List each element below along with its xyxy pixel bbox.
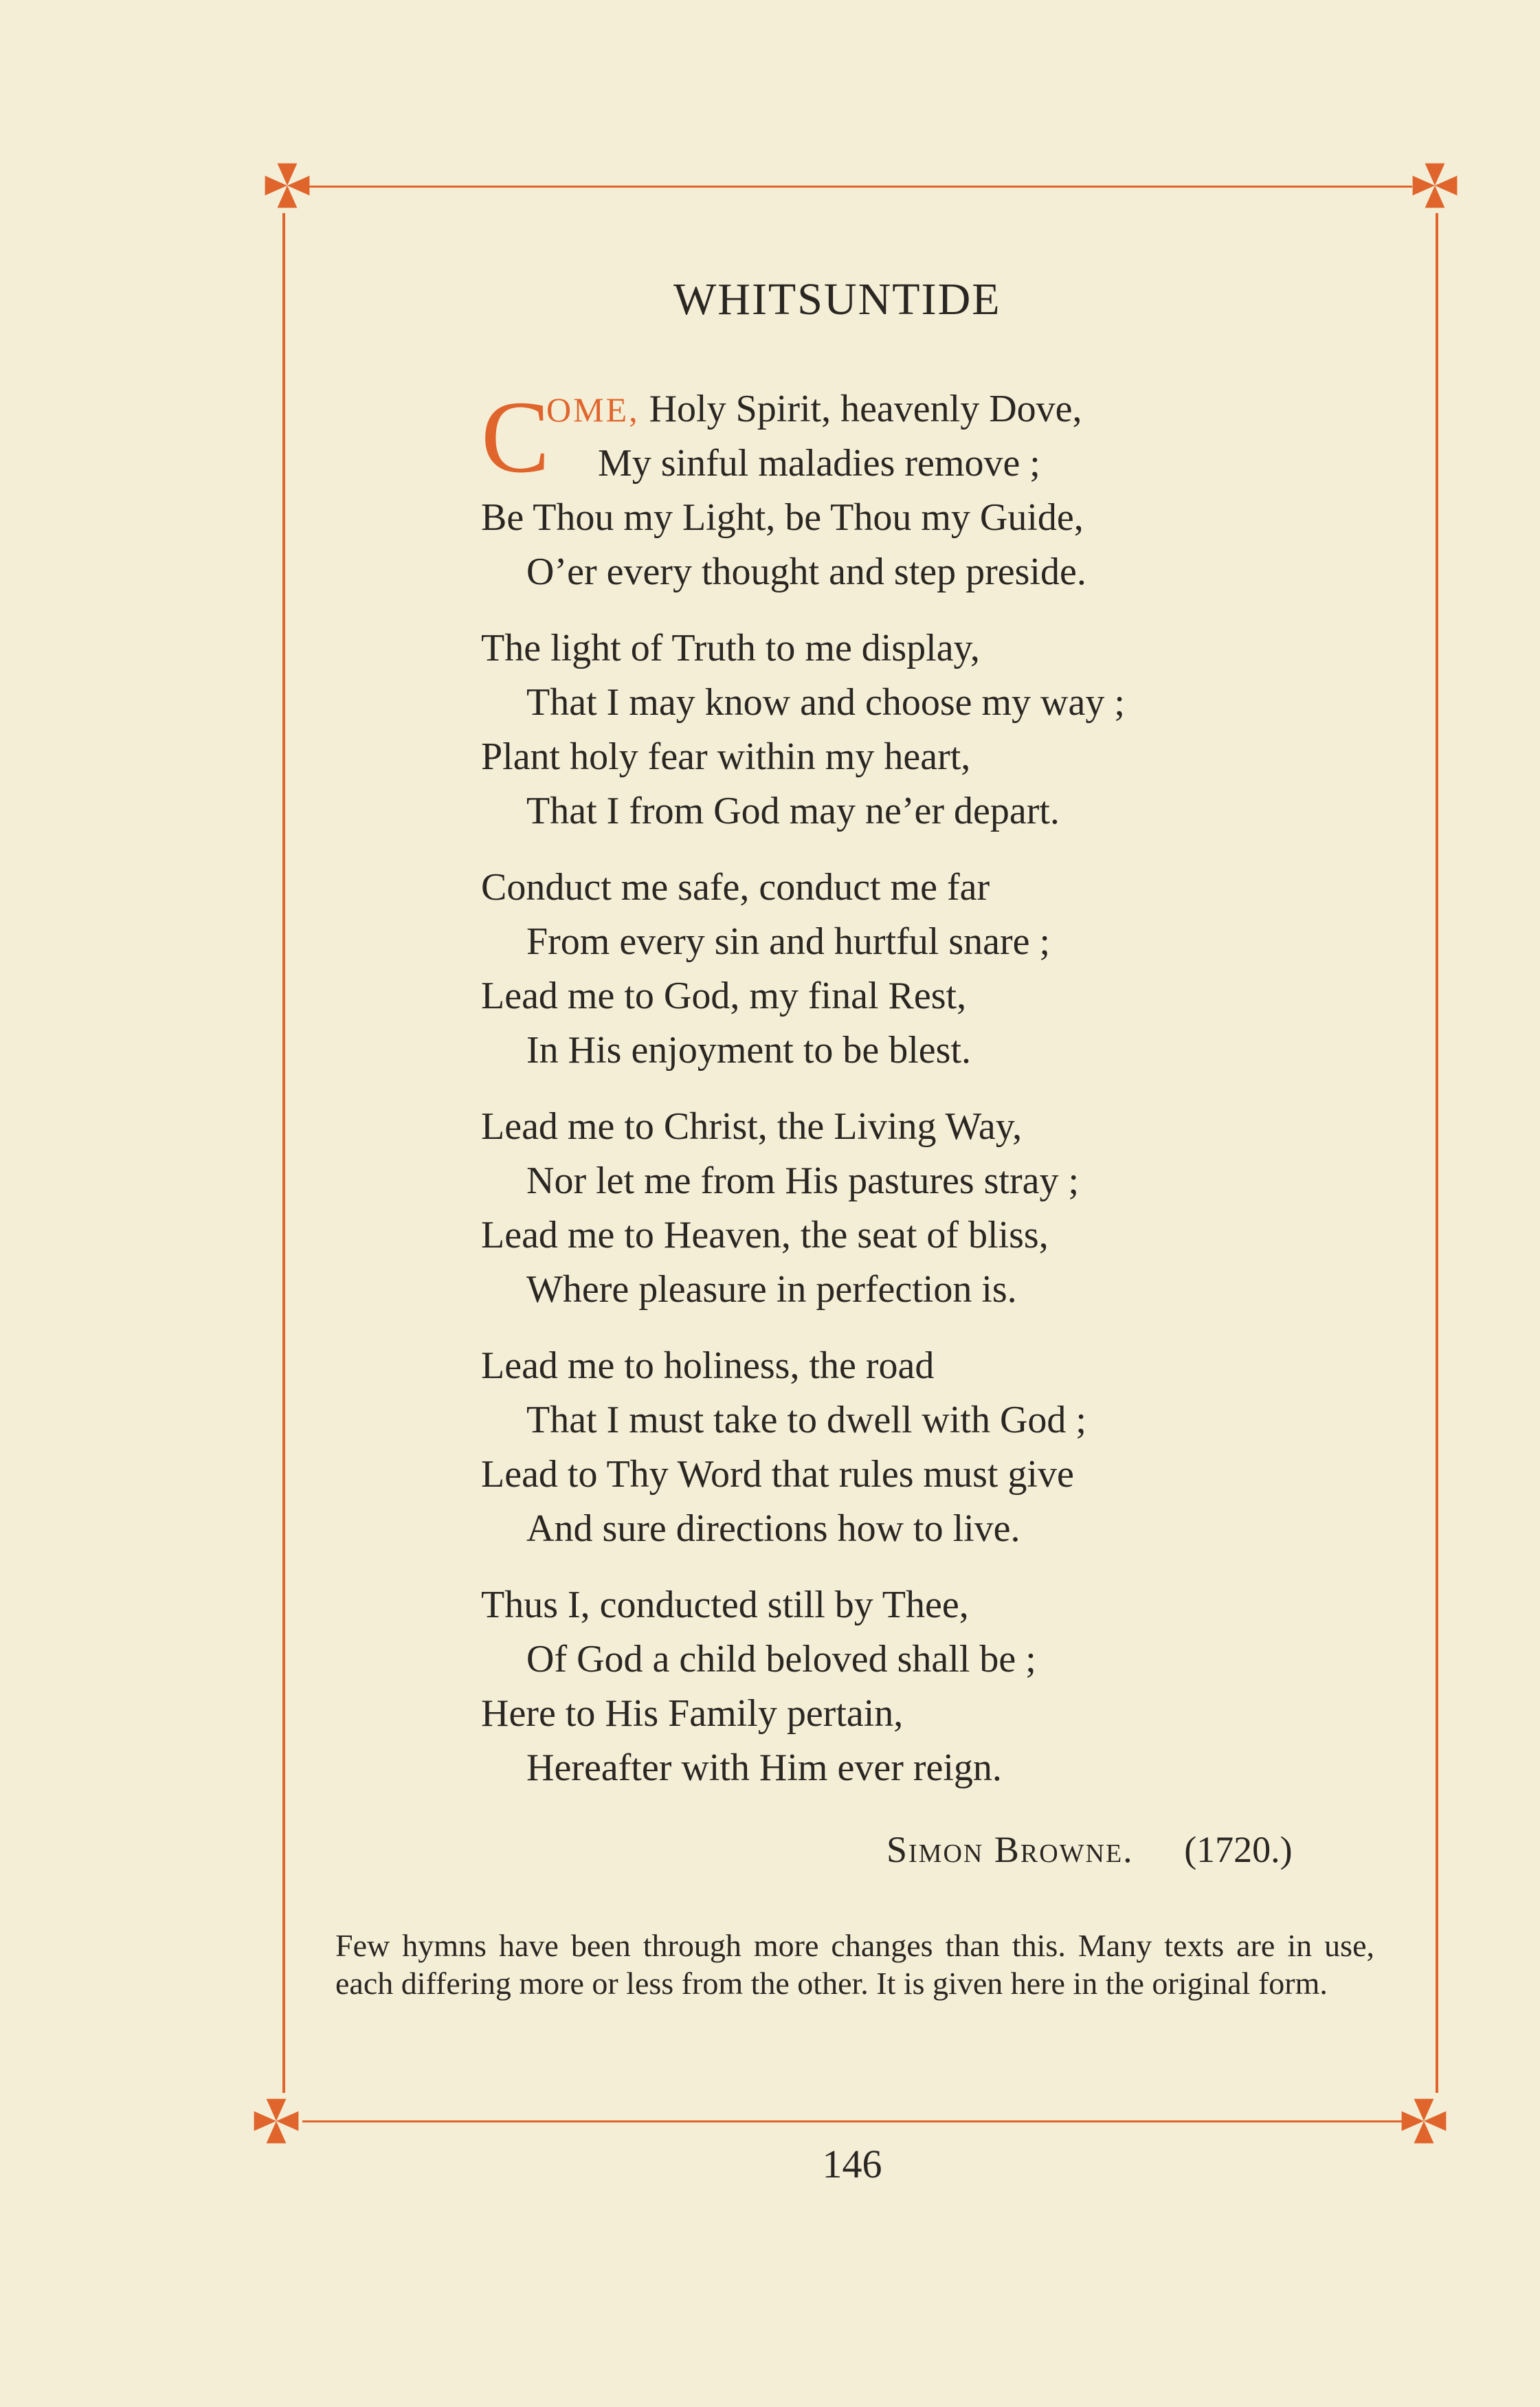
hymn-line: That I from God may ne’er depart. (526, 790, 1060, 832)
hymn-line: Be Thou my Light, be Thou my Guide, (481, 496, 1084, 539)
hymn-line: Conduct me safe, conduct me far (481, 866, 990, 909)
stanza-4 (481, 1100, 1374, 1317)
hymn-line: O’er every thought and step preside. (526, 551, 1086, 593)
hymn-line: Plant holy fear within my heart, (481, 735, 971, 778)
page-number: 146 (822, 2142, 882, 2186)
hymn-line: Lead me to Heaven, the seat of bliss, (481, 1214, 1049, 1256)
corner-cross-bottom-left-icon (252, 2096, 301, 2146)
stanza-5 (481, 1339, 1374, 1556)
hymn-line: That I may know and choose my way ; (526, 681, 1125, 724)
hymn-line: Nor let me from His pastures stray ; (526, 1160, 1080, 1202)
hymn-line: Lead me to holiness, the road (481, 1344, 935, 1387)
hymn-line: Lead me to God, my final Rest, (481, 975, 967, 1017)
hymn-line: From every sin and hurtful snare ; (526, 920, 1051, 963)
stanza-2 (481, 621, 1374, 839)
top-border-rule (309, 186, 1412, 188)
hymn-line: And sure directions how to live. (526, 1507, 1020, 1550)
hymn-line: Here to His Family pertain, (481, 1692, 904, 1735)
corner-cross-top-left-icon (263, 161, 312, 210)
hymn-attribution (886, 1828, 1381, 1871)
hymn-line: Of God a child beloved shall be ; (526, 1638, 1036, 1681)
hymn-line: Thus I, conducted still by Thee, (481, 1584, 969, 1626)
first-line-rest: Holy Spirit, heavenly Dove, (649, 388, 1082, 430)
drop-cap: C (481, 380, 550, 494)
hymn-text (481, 382, 1374, 1817)
hymn-year: (1720.) (1184, 1829, 1293, 1870)
hymn-line: Where pleasure in perfection is. (526, 1268, 1017, 1311)
hymn-line: That I must take to dwell with God ; (526, 1399, 1086, 1441)
corner-cross-top-right-icon (1410, 161, 1460, 210)
hymn-line: My sinful maladies remove ; (598, 442, 1040, 485)
author-name: Simon Browne. (886, 1829, 1134, 1870)
stanza-3 (481, 861, 1374, 1078)
stanza-6 (481, 1578, 1374, 1795)
corner-cross-bottom-right-icon (1399, 2096, 1449, 2146)
hymn-line: Lead to Thy Word that rules must give (481, 1453, 1074, 1496)
left-border-rule (282, 213, 285, 2093)
first-word: OME, (546, 390, 640, 429)
editorial-note: Few hymns have been through more changes than this. Many texts are in use, each differing more or less from the other. It is given here in the original form. (335, 1928, 1374, 2001)
hymn-line: Lead me to Christ, the Living Way, (481, 1105, 1023, 1148)
right-border-rule (1436, 213, 1438, 2093)
bottom-border-rule (302, 2120, 1402, 2122)
hymn-line: In His enjoyment to be blest. (526, 1029, 972, 1072)
hymn-line: The light of Truth to me display, (481, 627, 980, 669)
stanza-1 (481, 382, 1374, 599)
hymn-line: Hereafter with Him ever reign. (526, 1746, 1002, 1789)
page-title: WHITSUNTIDE (673, 274, 1001, 324)
